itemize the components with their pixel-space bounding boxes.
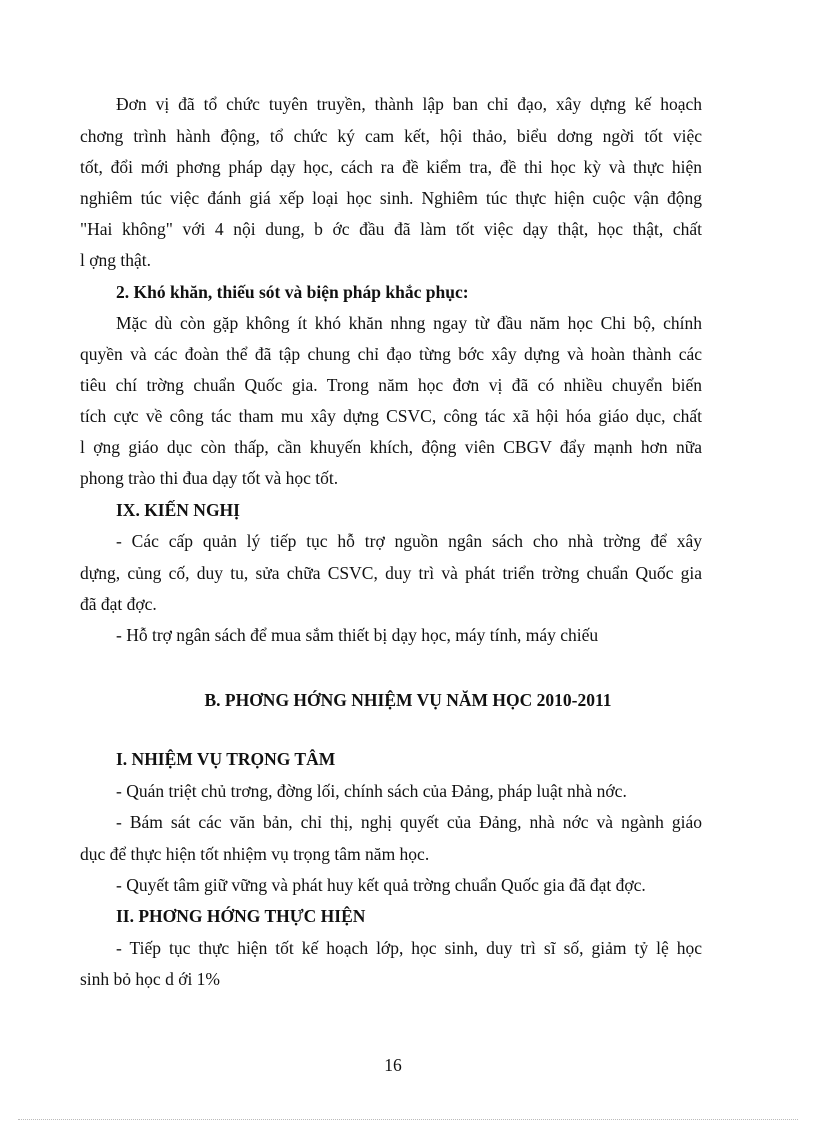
paragraph-line: l ợng giáo dục còn thấp, cần khuyến khích, động viên CBGV đẩy mạnh hơn nữa [80, 437, 702, 457]
list-item: - Hỗ trợ ngân sách để mua sắm thiết bị dạy học, máy tính, máy chiếu [116, 625, 599, 645]
paragraph-line: tốt, đổi mới phơng pháp dạy học, cách ra đề kiểm tra, đề thi học kỳ và thực hiện [80, 157, 702, 177]
section-heading: 2. Khó khăn, thiếu sót và biện pháp khắc phục: [116, 282, 469, 302]
list-item: - Tiếp tục thực hiện tốt kế hoạch lớp, học sinh, duy trì sĩ số, giảm tỷ lệ học [116, 938, 702, 958]
paragraph-line: quyền và các đoàn thể đã tập chung chỉ đạo từng bớc xây dựng và hoàn thành các [80, 344, 702, 364]
list-item: - Bám sát các văn bản, chỉ thị, nghị quyết của Đảng, nhà nớc và ngành giáo [116, 812, 702, 832]
paragraph-line: phong trào thi đua dạy tốt và học tốt. [80, 468, 339, 488]
list-item: - Quyết tâm giữ vững và phát huy kết quả trờng chuẩn Quốc gia đã đạt đợc. [116, 875, 646, 895]
list-item-line: đã đạt đợc. [80, 594, 157, 614]
section-heading: IX. KIẾN NGHỊ [116, 500, 240, 520]
paragraph-line: nghiêm túc việc đánh giá xếp loại học sinh. Nghiêm túc thực hiện cuộc vận động [80, 188, 702, 208]
list-item-line: sinh bỏ học d ới 1% [80, 969, 221, 989]
page-number: 16 [384, 1055, 402, 1075]
section-heading: II. PHƠNG HỚNG THỰC HIỆN [116, 906, 366, 926]
list-item: - Quán triệt chủ trơng, đờng lối, chính sách của Đảng, pháp luật nhà nớc. [116, 781, 627, 801]
paragraph-line: tích cực về công tác tham mu xây dựng CSVC, công tác xã hội hóa giáo dục, chất [80, 406, 702, 426]
paragraph-line: l ợng thật. [80, 250, 151, 270]
paragraph-line: chơng trình hành động, tổ chức ký cam kết, hội thảo, biểu dơng ngời tốt việc [80, 126, 702, 146]
section-title: B. PHƠNG HỚNG NHIỆM VỤ NĂM HỌC 2010-2011 [204, 690, 612, 710]
paragraph-line: "Hai không" với 4 nội dung, b ớc đầu đã làm tốt việc dạy thật, học thật, chất [80, 219, 702, 239]
list-item: - Các cấp quản lý tiếp tục hỗ trợ nguồn ngân sách cho nhà trờng để xây [116, 531, 702, 551]
paragraph-line: tiêu chí trờng chuẩn Quốc gia. Trong năm học đơn vị đã có nhiều chuyển biến [80, 375, 702, 395]
list-item-line: dục để thực hiện tốt nhiệm vụ trọng tâm năm học. [80, 844, 430, 864]
paragraph-line: Đơn vị đã tổ chức tuyên truyền, thành lập ban chỉ đạo, xây dựng kế hoạch [116, 94, 702, 114]
paragraph-line: Mặc dù còn gặp không ít khó khăn nhng ngay từ đầu năm học Chi bộ, chính [116, 313, 702, 333]
page-bottom-divider [18, 1119, 798, 1120]
list-item-line: dựng, củng cố, duy tu, sửa chữa CSVC, duy trì và phát triển trờng chuẩn Quốc gia [80, 563, 702, 583]
section-heading: I. NHIỆM VỤ TRỌNG TÂM [116, 749, 336, 769]
